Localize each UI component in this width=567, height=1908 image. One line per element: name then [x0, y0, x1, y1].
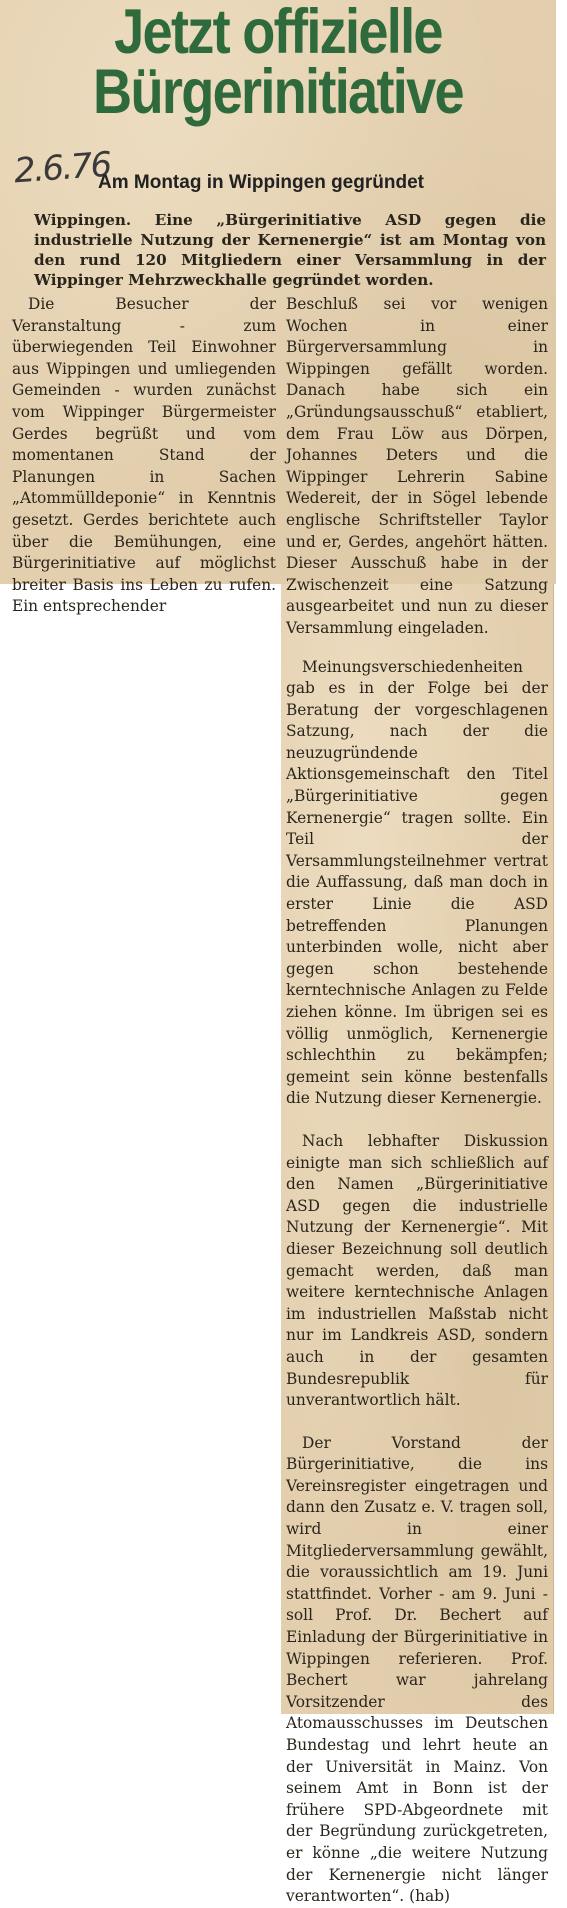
handwritten-date: 2.6.76	[12, 144, 112, 192]
column-right-paragraph-4: Der Vorstand der Bürgerinitiative, die ins Vereinsregister eingetragen und dann den Zusatz e. V. tragen soll, wird in einer Mitgliederversammlung gewählt, die voraussichtlich am 19. Juni stattfindet. Vorher - am 9. Juni - soll Prof. Dr. Bechert auf Einladung der Bürgerinitiative in Wippingen referieren. Prof. Bechert war jahrelang Vorsitzender des Atomausschusses im Deutschen Bundestag und lehrt heute an der Universität in Mainz. Von seinem Amt in Bonn ist der frühere SPD-Abgeordnete mit der Begründung zurückgetreten, er könne „die weitere Nutzung der Kernenergie nicht länger verantworten“. (hab)	[286, 1433, 548, 1906]
headline-line-2: Bürgerinitiative	[93, 57, 463, 127]
article-column-right	[286, 294, 548, 1908]
lead-paragraph: Wippingen. Eine „Bürgerinitiative ASD gegen die industrielle Nutzung der Kernenergie“ ist am Montag von den rund 120 Mitgliedern einer Versammlung in der Wippinger Mehrzweckhalle gegründet worden.	[34, 211, 546, 289]
column-left-paragraph-1: Die Besucher der Veranstaltung - zum überwiegenden Teil Einwohner aus Wippingen und umliegenden Gemeinden - wurden zunächst vom Wippinger Bürgermeister Gerdes begrüßt und vom momentanen Stand der Planungen in Sachen „Atommülldeponie“ in Kenntnis gesetzt. Gerdes berichtete auch über die Bemühungen, eine Bürgerinitiative auf möglichst breiter Basis ins Leben zu rufen. Ein entsprechender	[12, 295, 276, 616]
column-right-paragraph-3: Nach lebhafter Diskussion einigte man sich schließlich auf den Namen „Bürgerinitiative ASD gegen die industrielle Nutzung der Kernenergie“. Mit dieser Bezeichnung soll deutlich gemacht werden, daß man weitere kerntechnische Anlagen im industriellen Maßstab nicht nur im Landkreis ASD, sondern auch in der gesamten Bundesrepublik für unverantwortlich hält.	[286, 1131, 548, 1410]
column-right-paragraph-1: Beschluß sei vor wenigen Wochen in einer Bürgerversammlung in Wippingen gefällt worden. Danach habe sich ein „Gründungsausschuß“ etabliert, dem Frau Löw aus Dörpen, Johannes Deters und die Wippinger Lehrerin Sabine Wedereit, der in Sögel lebende englische Schriftsteller Taylor und er, Gerdes, angehört hätten. Dieser Ausschuß habe in der Zwischenzeit eine Satzung ausgearbeitet und nun zu dieser Versammlung eingeladen.	[286, 295, 548, 637]
subheadline: Am Montag in Wippingen gegründet	[98, 172, 424, 193]
column-right-paragraph-2: Meinungsverschiedenheiten gab es in der Folge bei der Beratung der vorgeschlagenen Satzung, nach der die neuzugründende Aktionsgemeinschaft den Titel „Bürgerinitiative gegen Kernenergie“ tragen sollte. Ein Teil der Versammlungsteilnehmer vertrat die Auffassung, daß man doch in erster Linie die ASD betreffenden Planungen unterbinden wolle, nicht aber gegen schon bestehende kerntechnische Anlagen zu Felde ziehen könne. Im übrigen sei es völlig unmöglich, Kernenergie schlechthin zu bekämpfen; gemeint sein könne bestenfalls die Nutzung dieser Kernenergie.	[286, 657, 548, 1108]
headline	[39, 0, 517, 127]
article-column-left	[12, 294, 276, 618]
headline-line-1: Jetzt offizielle	[114, 0, 442, 67]
